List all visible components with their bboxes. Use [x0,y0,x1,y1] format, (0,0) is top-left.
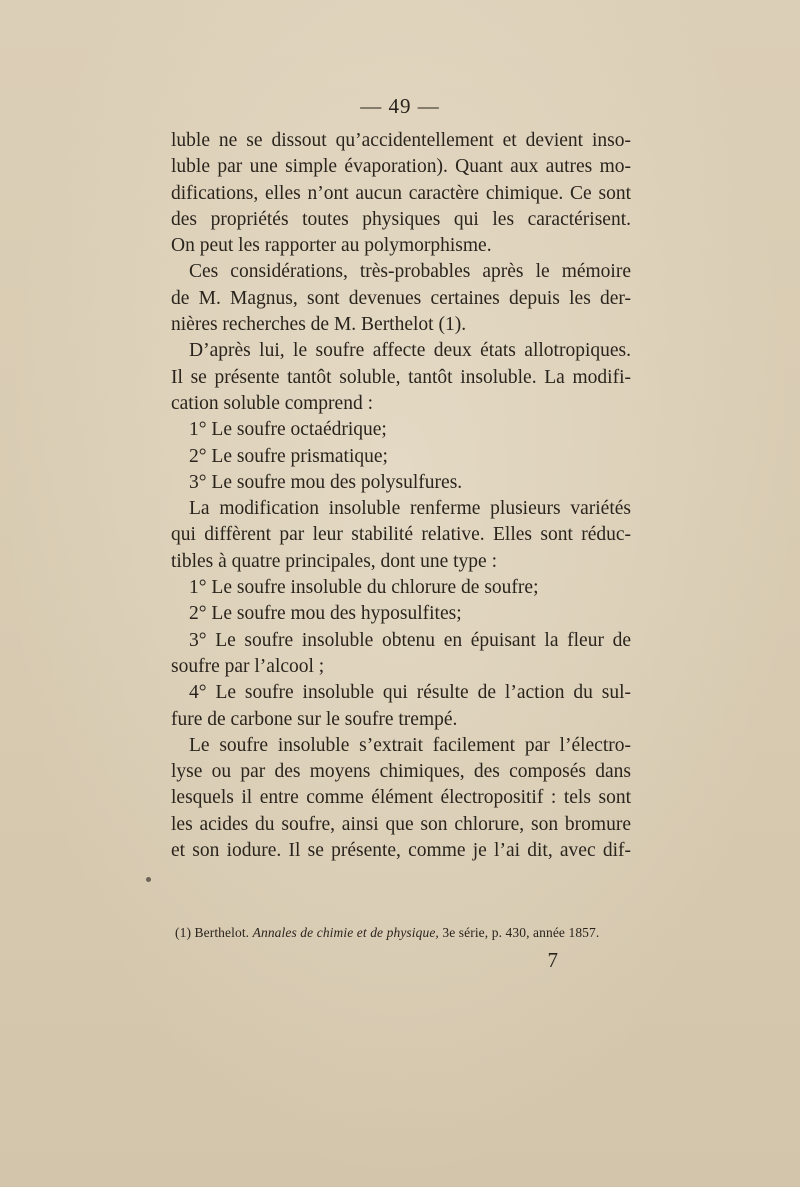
footnote-author: Berthelot. [194,925,250,940]
text-line: On peut les rapporter au polymorphisme. [171,235,492,257]
page-number: — 49 — [360,94,440,118]
text-line: Ces considérations, très-probables après le mémoire [189,261,631,283]
text-line: D’après lui, le soufre affecte deux états allotropiques. [189,340,631,362]
text-line: qui diffèrent par leur stabilité relative. Elles sont réduc- [171,524,631,546]
text-line: 2° Le soufre prismatique; [189,445,388,467]
text-line: 4° Le soufre insoluble qui résulte de l’action du sul- [189,682,631,704]
text-line: 2° Le soufre mou des hyposulfites; [189,603,462,625]
text-line: Le soufre insoluble s’extrait facilement par l’électro- [189,734,631,756]
text-line: Il se présente tantôt soluble, tantôt insoluble. La modifi- [171,366,631,388]
text-line: luble ne se dissout qu’accidentellement et devient inso- [171,130,631,151]
text-line: soufre par l’alcool ; [171,655,325,677]
footnote-details: 3e série, p. 430, année 1857. [442,925,600,940]
text-line: nières recherches de M. Berthelot (1). [171,314,467,336]
footnote-mark: (1) [175,925,192,940]
text-line: tibles à quatre principales, dont une type : [171,550,497,572]
signature-mark: 7 [547,948,558,972]
text-line: fure de carbone sur le soufre trempé. [171,708,458,730]
text-line: les acides du soufre, ainsi que son chlorure, son bromure [171,813,631,835]
margin-mark [146,877,151,882]
text-line: difications, elles n’ont aucun caractère chimique. Ce sont [171,182,631,204]
text-line: 1° Le soufre octaédrique; [189,419,387,441]
body-text [171,128,631,864]
text-line: luble par une simple évaporation). Quant aux autres mo- [171,156,631,178]
text-line: de M. Magnus, sont devenues certaines depuis les der- [171,287,631,309]
footnote-journal: Annales de chimie et de physique, [252,925,439,940]
text-line: des propriétés toutes physiques qui les caractérisent. [171,208,631,230]
text-line: 1° Le soufre insoluble du chlorure de soufre; [189,577,539,599]
text-line: La modification insoluble renferme plusieurs variétés [189,498,631,520]
text-line: 3° Le soufre mou des polysulfures. [189,471,463,493]
footnote [175,925,631,941]
text-line: 3° Le soufre insoluble obtenu en épuisant la fleur de [189,629,631,651]
text-line: et son iodure. Il se présente, comme je l’ai dit, avec dif- [171,840,631,862]
text-line: lesquels il entre comme élément électropositif : tels sont [171,787,631,809]
text-line: lyse ou par des moyens chimiques, des composés dans [171,761,631,783]
text-line: cation soluble comprend : [171,392,373,414]
